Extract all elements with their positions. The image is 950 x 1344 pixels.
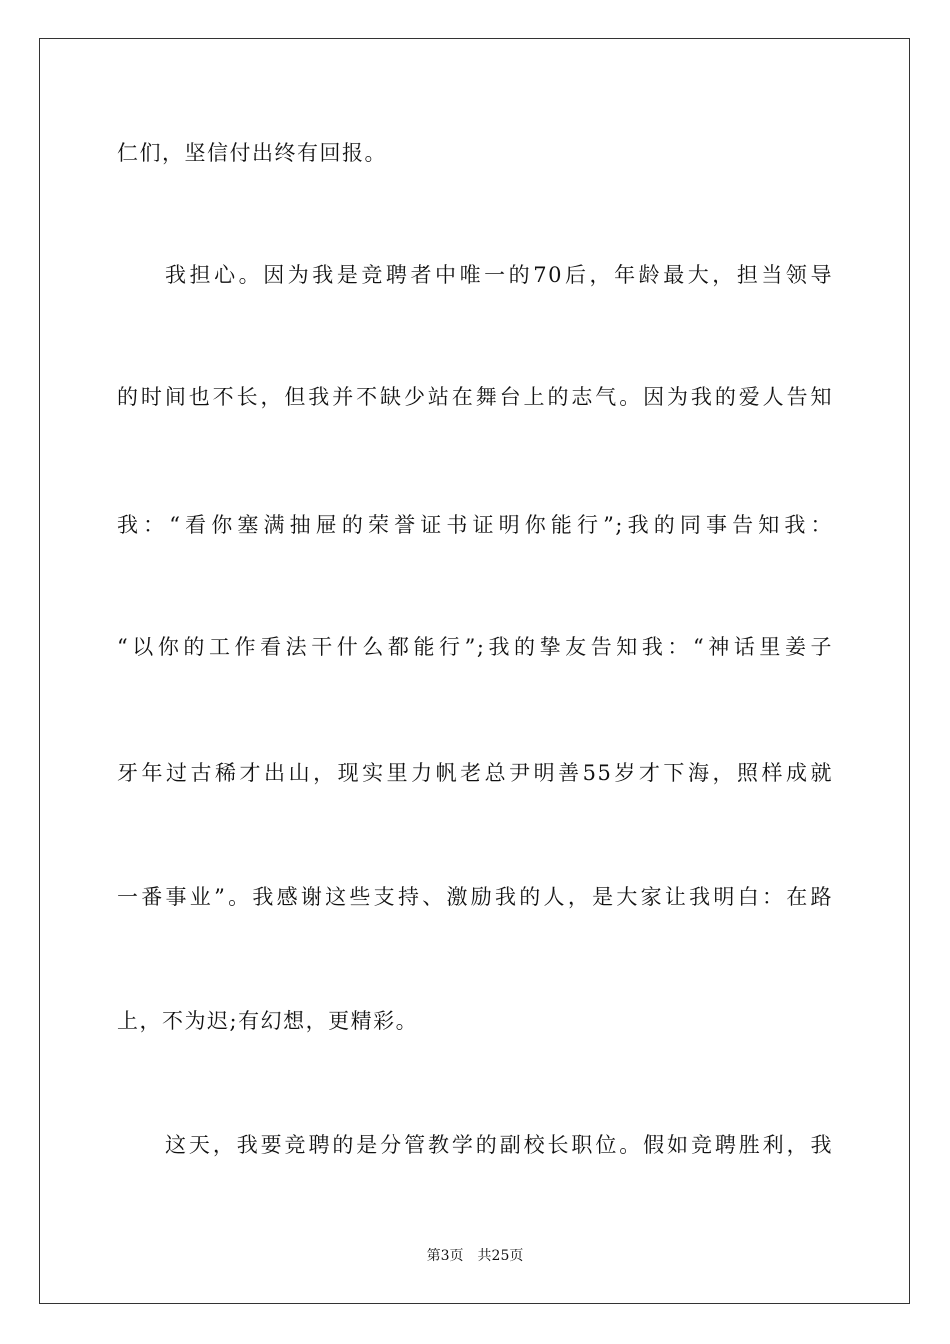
text-line-3: 的时间也不长，但我并不缺少站在舞台上的志气。因为我的爱人告知 [117, 385, 833, 409]
text-line-1: 仁们，坚信付出终有回报。 [117, 141, 387, 165]
text-line-7: 一番事业”。我感谢这些支持、激励我的人，是大家让我明白：在路 [117, 885, 833, 909]
text-line-8: 上，不为迟;有幻想，更精彩。 [117, 1009, 419, 1033]
page-border [39, 38, 910, 1304]
text-line-6: 牙年过古稀才出山，现实里力帆老总尹明善55岁才下海，照样成就 [117, 761, 833, 785]
text-line-2: 我担心。因为我是竞聘者中唯一的70后，年龄最大，担当领导 [165, 263, 833, 287]
text-line-5: “以你的工作看法干什么都能行”;我的挚友告知我：“神话里姜子 [117, 635, 833, 659]
text-line-4: 我：“看你塞满抽屉的荣誉证书证明你能行”;我的同事告知我： [117, 513, 833, 537]
page-footer [0, 1247, 950, 1265]
page-total: 共25页 [477, 1248, 524, 1264]
page-number: 第3页 [426, 1248, 464, 1264]
text-line-9: 这天，我要竞聘的是分管教学的副校长职位。假如竞聘胜利，我 [165, 1133, 833, 1157]
